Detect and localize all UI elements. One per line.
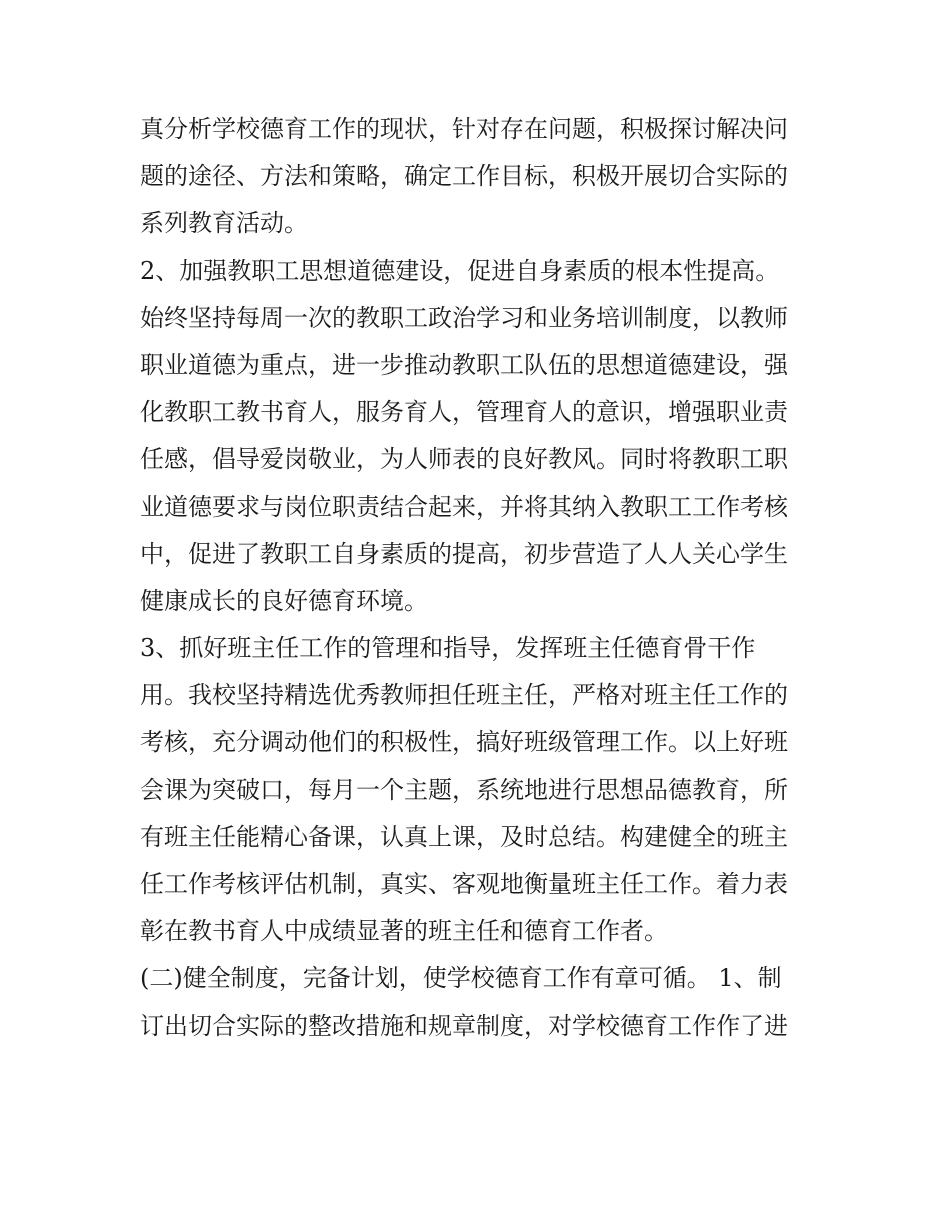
text-line: 订出切合实际的整改措施和规章制度，对学校德育工作作了进	[140, 1011, 788, 1040]
text-line: 3、抓好班主任工作的管理和指导，发挥班主任德育骨干作	[140, 634, 756, 663]
body-text	[140, 106, 820, 1050]
text-line: 任感，倡导爱岗敬业，为人师表的良好教风。同时将教职工职	[140, 445, 788, 474]
text-line: 系列教育活动。	[140, 209, 308, 238]
text-line: 题的途径、方法和策略，确定工作目标，积极开展切合实际的	[140, 162, 788, 191]
text-line: 考核，充分调动他们的积极性，搞好班级管理工作。以上好班	[140, 728, 788, 757]
text-line: 任工作考核评估机制，真实、客观地衡量班主任工作。着力表	[140, 870, 788, 898]
text-line: 化教职工教书育人，服务育人，管理育人的意识，增强职业责	[140, 398, 788, 427]
text-line: 2、加强教职工思想道德建设，促进自身素质的根本性提高。	[140, 256, 780, 285]
text-line: 彰在教书育人中成绩显著的班主任和德育工作者。	[140, 917, 668, 946]
text-line: 业道德要求与岗位职责结合起来，并将其纳入教职工工作考核	[140, 492, 788, 521]
text-line: 用。我校坚持精选优秀教师担任班主任，严格对班主任工作的	[140, 681, 788, 710]
text-line: 健康成长的良好德育环境。	[140, 586, 428, 615]
text-line: (二)健全制度，完备计划，使学校德育工作有章可循。 1、制	[140, 964, 782, 993]
text-line: 有班主任能精心备课，认真上课，及时总结。构建健全的班主	[140, 822, 788, 851]
text-line: 中，促进了教职工自身素质的提高，初步营造了人人关心学生	[140, 539, 788, 568]
text-line: 职业道德为重点，进一步推动教职工队伍的思想道德建设，强	[140, 350, 788, 379]
text-line: 会课为突破口，每月一个主题，系统地进行思想品德教育，所	[140, 775, 788, 804]
text-line: 始终坚持每周一次的教职工政治学习和业务培训制度，以教师	[140, 303, 788, 332]
text-line: 真分析学校德育工作的现状，针对存在问题，积极探讨解决问	[140, 115, 788, 143]
